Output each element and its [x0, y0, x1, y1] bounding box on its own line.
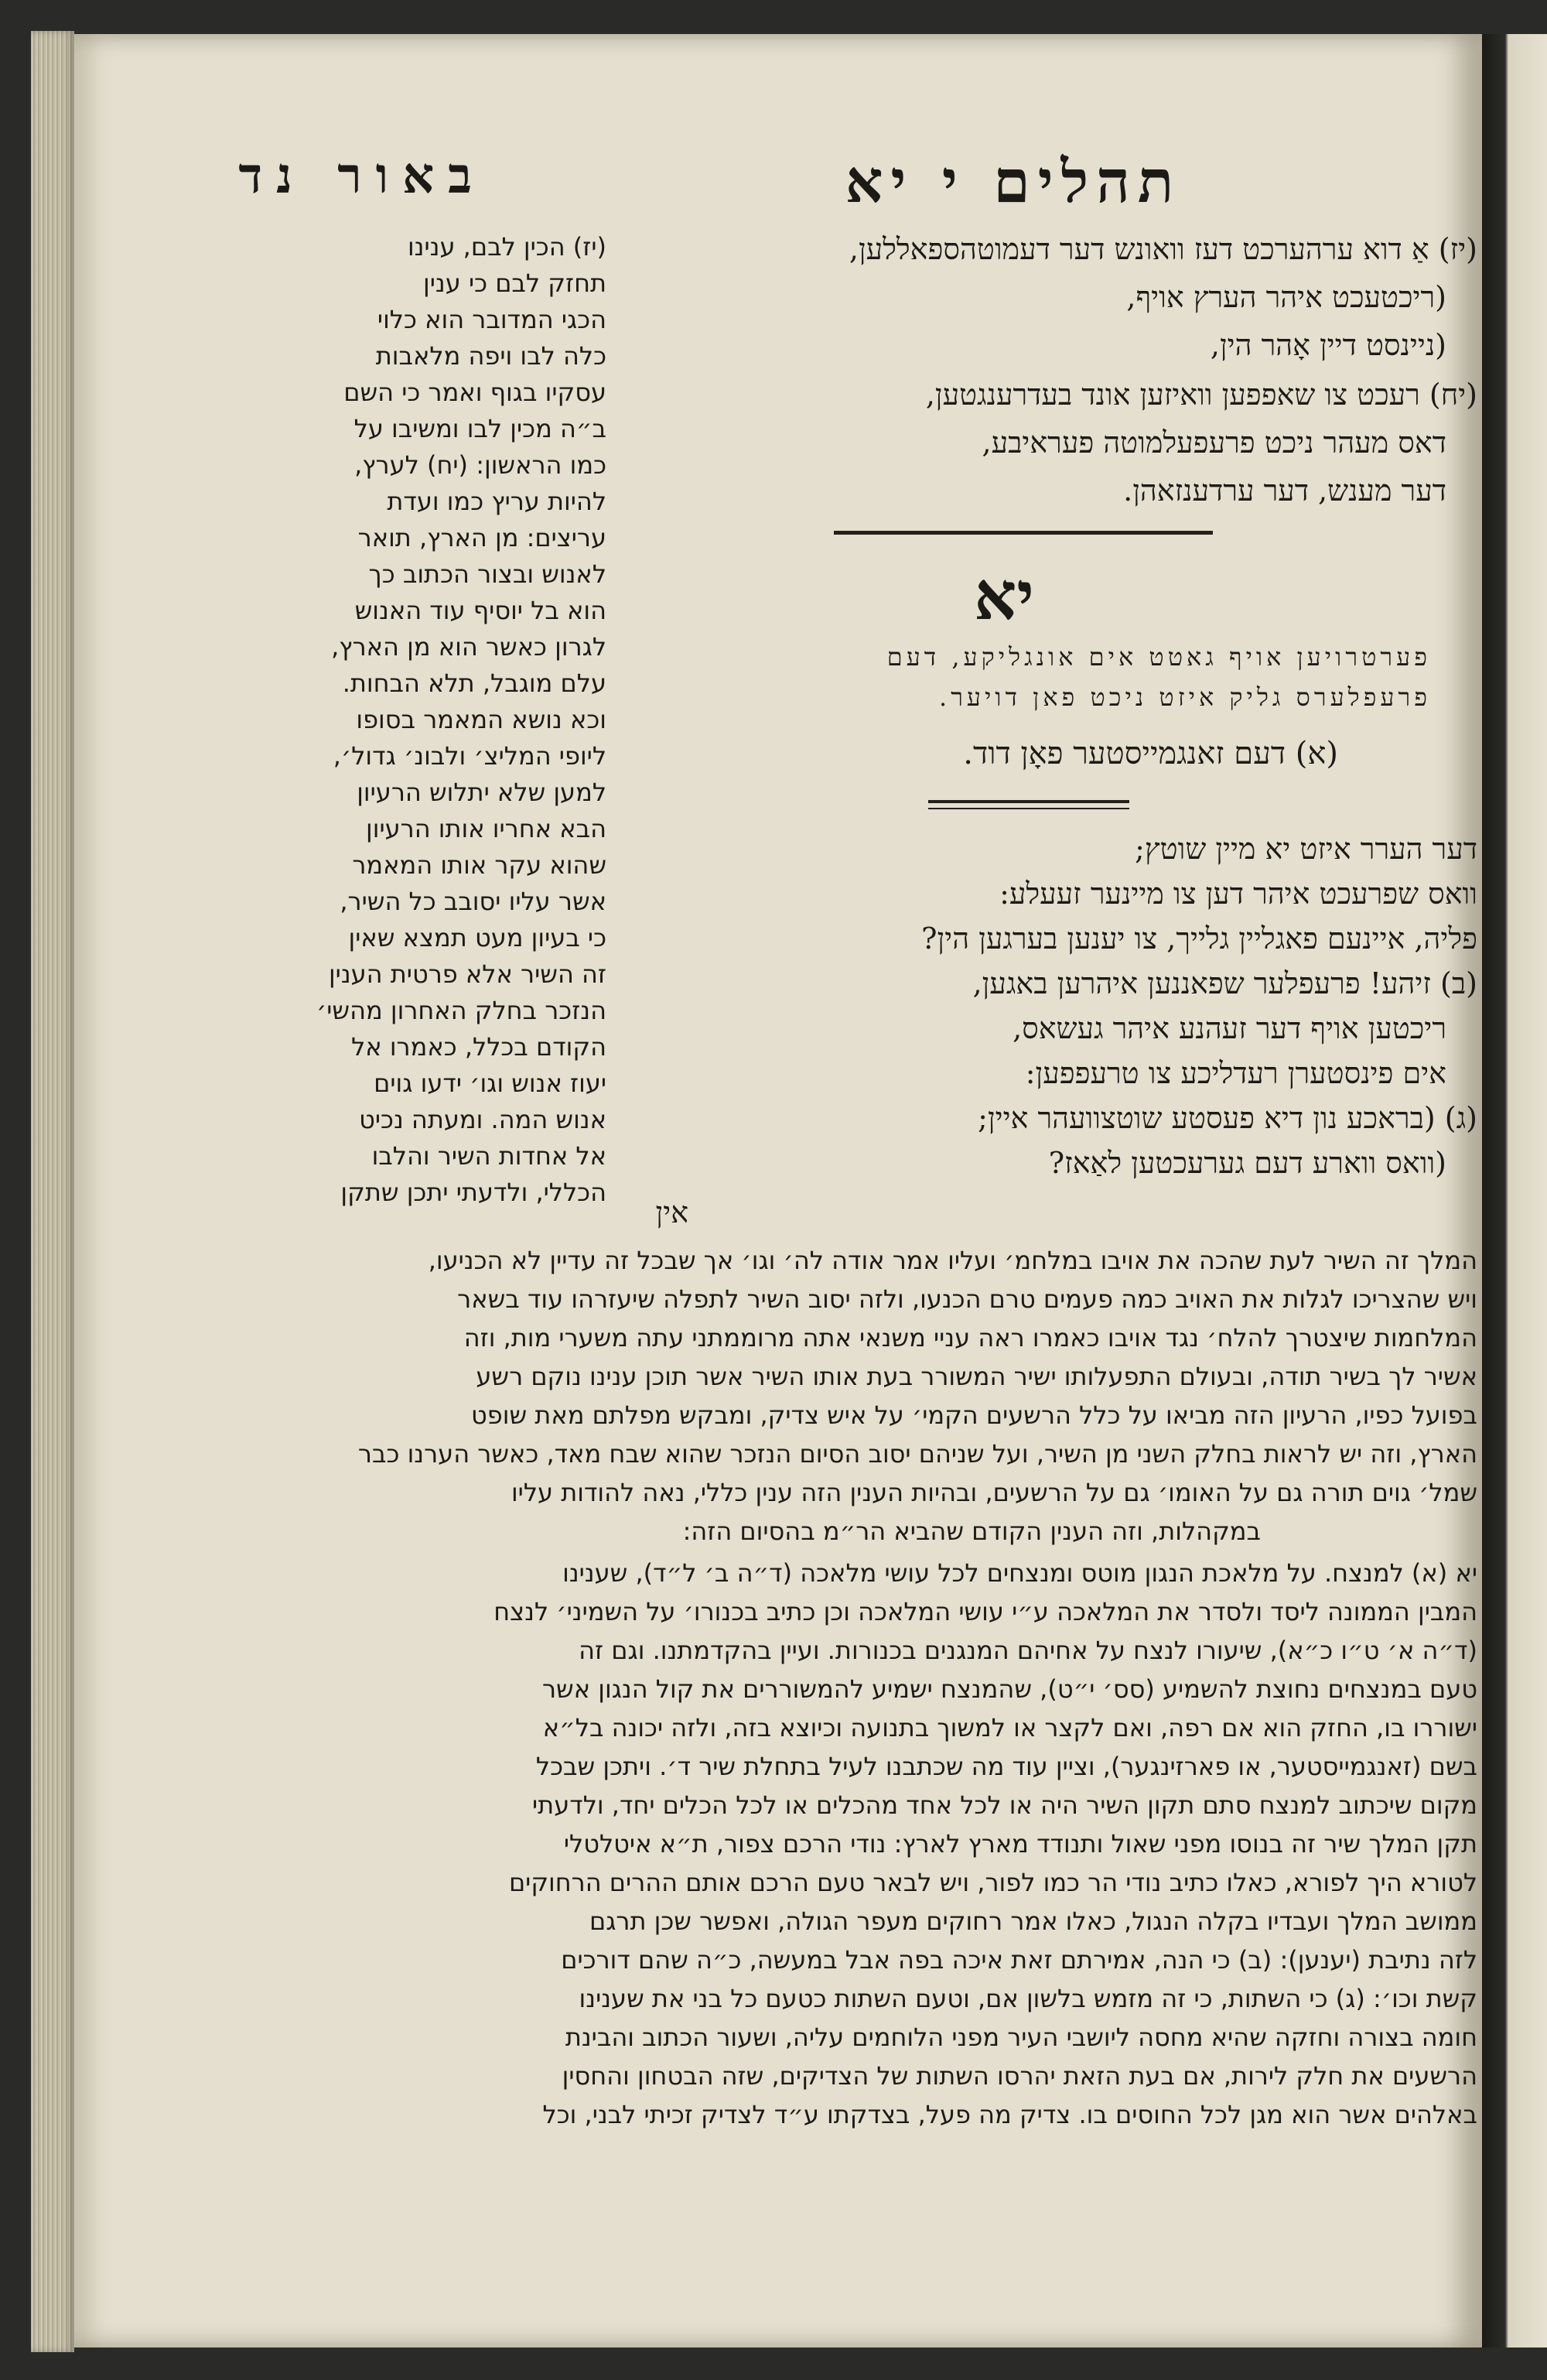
- commentary-line: המלחמות שיצטרך להלח׳ נגד אויבו כאמרו ראה עניי משנאי אתה מרוממתני עתה משערי מות, וזה: [463, 1323, 1477, 1352]
- commentary-line: ב״ה מכין לבו ומשיבו על: [353, 414, 606, 443]
- commentary-line: טעם במנצחים נחוצת להשמיע (סס׳ י״ט), שהמנצח ישמיע להמשוררים את קול הנגון אשר: [541, 1674, 1477, 1704]
- commentary-line: שמל׳ גוים תורה גם על האומו׳ גם על הרשעים, ובהיות הענין הזה ענין כללי, נאה להודות עליו: [511, 1478, 1477, 1507]
- verse-line: (וואס ווארע דעם גערעכטען לאַאז?: [1048, 1146, 1446, 1180]
- commentary-line: הבא אחריו אותו הרעיון: [366, 814, 606, 843]
- chapter-subtitle: פערטרויען אויף גאטט אים אונגליקע, דעם: [886, 642, 1431, 672]
- commentary-line: תקן המלך שיר זה בנוסו מפני שאול ותנודד מארץ לארץ: נודי הרכם צפור, ת״א איטלטלי: [563, 1829, 1477, 1859]
- commentary-line: במקהלות, וזה הענין הקודם שהביא הר״מ בהסיום הזה:: [682, 1517, 1261, 1546]
- commentary-line: הקודם בכלל, כאמרו אל: [351, 1032, 606, 1062]
- chapter-subtitle: פרעפלערס גליק איזט ניכט פאן דויער.: [939, 682, 1431, 712]
- book-page-edges: [31, 31, 74, 2352]
- commentary-line: הכגי המדובר הוא כלוי: [377, 305, 606, 334]
- commentary-line: אל אחדות השיר והלבו: [371, 1141, 606, 1171]
- running-header-title: תהלים י יא: [845, 147, 1182, 216]
- commentary-line: באלהים אשר הוא מגן לכל החוסים בו. צדיק מה פעל, בצדקתו ע״ד לצדיק זכיתי לבני, וכל: [542, 2100, 1477, 2129]
- commentary-line: כי בעיון מעט תמצא שאין: [348, 923, 606, 952]
- verse-line: אים פינסטערן רעדליכע צו טרעפפען:: [1025, 1056, 1446, 1090]
- commentary-line: הנזכר בחלק האחרון מהשי׳: [316, 996, 606, 1025]
- side-commentary: [297, 232, 606, 1238]
- section-divider: [928, 808, 1129, 809]
- commentary-line: לזה נתיבת (יענען): (ב) כי הנה, אמירתם זאת איכה בפה אבל במעשה, כ״ה שהם דורכים: [561, 1945, 1477, 1975]
- commentary-line: בפועל כפיו, הרעיון הזה מביאו על כלל הרשעים הקמי׳ על איש צדיק, ומבקש מפלתם מאת שופט: [470, 1400, 1477, 1430]
- commentary-line: (ד״ה א׳ ט״ו כ״א), שיעורו לנצח על אחיהם המנגנים בכנורות. ועיין בהקדמתנו. וגם זה: [579, 1636, 1477, 1665]
- book-gutter: [1482, 34, 1547, 2348]
- commentary-line: וכא נושא המאמר בסופו: [356, 705, 606, 734]
- verse-line: (יח) רעכט צו שאפפען וואיזען אונד בעדרענגטען,: [925, 378, 1477, 412]
- commentary-line: עלם מוגבל, תלא הבחות.: [342, 669, 606, 698]
- verse-line: (ב) זיהע! פרעפלער שפאננען איהרען באגען,: [972, 966, 1477, 1000]
- commentary-line: המלך זה השיר לעת שהכה את אויבו במלחמ׳ ועליו אמר אודה לה׳ וגו׳ אך שבכל זה עדיין לא הכניעו,: [428, 1246, 1477, 1275]
- commentary-line: כמו הראשון: (יח) לערץ,: [354, 450, 606, 480]
- commentary-line: עסקיו בגוף ואמר כי השם: [343, 378, 606, 407]
- commentary-line: יא (א) למנצח. על מלאכת הנגון מוטס ומנצחים לכל עושי מלאכה (ד״ה ב׳ ל״ד), שענינו: [562, 1558, 1477, 1588]
- verse-line: (ריכטעכט איהר הערץ אויף,: [1126, 280, 1446, 314]
- commentary-line: ויש שהצריכו לגלות את האויב כמה פעמים טרם הכנעו, ולזה יסוב השיר לתפלה שיעזרהו עוד בשאר: [457, 1284, 1477, 1314]
- commentary-line: ממושב המלך ועבדיו בקלה הנגול, כאלו אמר רחוקים מעפר הגולה, ואפשר שכן תרגם: [589, 1906, 1477, 1936]
- commentary-line: ישוררו בו, החזק הוא אם רפה, ואם לקצר או למשוך בתנועה וכיוצא בזה, ולזה יכונה בל״א: [542, 1713, 1477, 1742]
- commentary-line: שהוא עקר אותו המאמר: [352, 850, 606, 880]
- commentary-line: חומה בצורה וחזקה שהיא מחסה ליושבי העיר מפני הלוחמים עליה, ושעור הכתוב והבינת: [565, 2023, 1477, 2052]
- commentary-line: (יז) הכין לבם, ענינו: [407, 232, 606, 262]
- commentary-line: אשיר לך בשיר תודה, ובעולם התפעלותו ישיר המשורר בעת אותו השיר אשר תוכן ענינו נוקם רשע: [476, 1362, 1477, 1391]
- commentary-line: קשת וכו׳: (ג) כי השתות, כי זה מזמש בלשון אם, וטעם השתות כטעם כל בני את שענינו: [579, 1984, 1477, 2013]
- verse-line: (יז) אַ דוא ערהערכט דעז וואונש דער דעמוטהספאללען,: [849, 232, 1477, 266]
- section-divider: [928, 800, 1129, 803]
- commentary-line: מקום שיכתוב למנצח סתם תקון השיר היה או לכל אחד מהכלים או לכל הכלים יחד, ולדעתי: [532, 1790, 1477, 1820]
- commentary-line: אשר עליו יסובב כל השיר,: [340, 887, 606, 916]
- commentary-line: זה השיר אלא פרטית הענין: [328, 959, 606, 989]
- verse-line: (ג) (בראכע נון דיא פעסטע שוטצוועהר איין;: [978, 1101, 1477, 1135]
- commentary-line: לגרון כאשר הוא מן הארץ,: [331, 632, 606, 662]
- verse-line: ריכטען אויף דער זעהנע איהר געשאס,: [1013, 1011, 1446, 1045]
- commentary-line: תחזק לבם כי ענין: [423, 268, 606, 298]
- commentary-line: להיות עריץ כמו ועדת: [387, 487, 606, 516]
- commentary-line: ליופי המליצ׳ ולבונ׳ גדול׳,: [333, 741, 606, 771]
- verse-line: פליה, איינעם פאגליין גלייך, צו יענען בערגען הין?: [921, 922, 1477, 956]
- commentary-line: הכללי, ולדעתי יתכן שתקן: [340, 1178, 606, 1207]
- commentary-line: למען שלא יתלוש הרעיון: [357, 778, 606, 807]
- psalm11-verse-block: [657, 832, 1477, 1203]
- commentary-line: עריצים: מן הארץ, תואר: [357, 523, 606, 552]
- verse-line: וואס שפרעכט איהר דען צו מיינער זעעלע:: [999, 877, 1477, 911]
- commentary-line: בשם (זאנגמייסטער, או פארזינגער), וציין עוד מה שכתבנו לעיל בתחלת שיר ד׳. ויתכן שבכל: [535, 1752, 1477, 1781]
- section-divider: [834, 531, 1213, 535]
- commentary-line: המבין הממונה ליסד ולסדר את המלאכה ע״י עושי המלאכה וכן כתיב בכנורו׳ על השמיני׳ לנצח: [493, 1597, 1477, 1626]
- chapter-dedication: (א) דעם זאנגמייסטער פאָן דוד.: [963, 736, 1338, 771]
- chapter-number: יא: [974, 557, 1034, 635]
- commentary-line: אנוש המה. ומעתה נכיט: [359, 1105, 606, 1134]
- commentary-line: הוא בל יוסיף עוד האנוש: [354, 596, 606, 625]
- verse-line: דאס מעהר ניכט פרעפעלמוטה פעראיבע,: [982, 426, 1446, 460]
- commentary-line: כלה לבו ויפה מלאבות: [375, 341, 606, 371]
- verse-line: (ניינסט דיין אָהר הין,: [1210, 328, 1446, 362]
- commentary-line: לטורא היך לפורא, כאלו כתיב נודי הר כמו לפור, ויש לבאר טעם הרכם אותם ההרים הרחוקים: [508, 1868, 1477, 1897]
- catchword: אין: [655, 1195, 688, 1229]
- verse-line: דער הערר איזט יא מיין שוטץ;: [1135, 832, 1477, 866]
- running-header-commentary: באור נד: [238, 147, 486, 205]
- verse-line: דער מענש, דער ערדענזאהן.: [1123, 474, 1446, 508]
- psalm10-verse-block: [657, 232, 1477, 526]
- commentary-line: יעוז אנוש וגו׳ ידעו גוים: [374, 1069, 606, 1098]
- bottom-commentary: [302, 1246, 1477, 2143]
- commentary-line: לאנוש ובצור הכתוב כך: [368, 559, 606, 589]
- commentary-line: הרשעים את חלק לירות, אם בעת הזאת יהרסו השתות של הצדיקים, שזה הבטחון והחסין: [562, 2061, 1477, 2091]
- commentary-line: הארץ, וזה יש לראות בחלק השני מן השיר, ועל שניהם יסוב הסיום הנזכר שהוא שבח מאד, כאשר הערנו כבר: [357, 1439, 1477, 1469]
